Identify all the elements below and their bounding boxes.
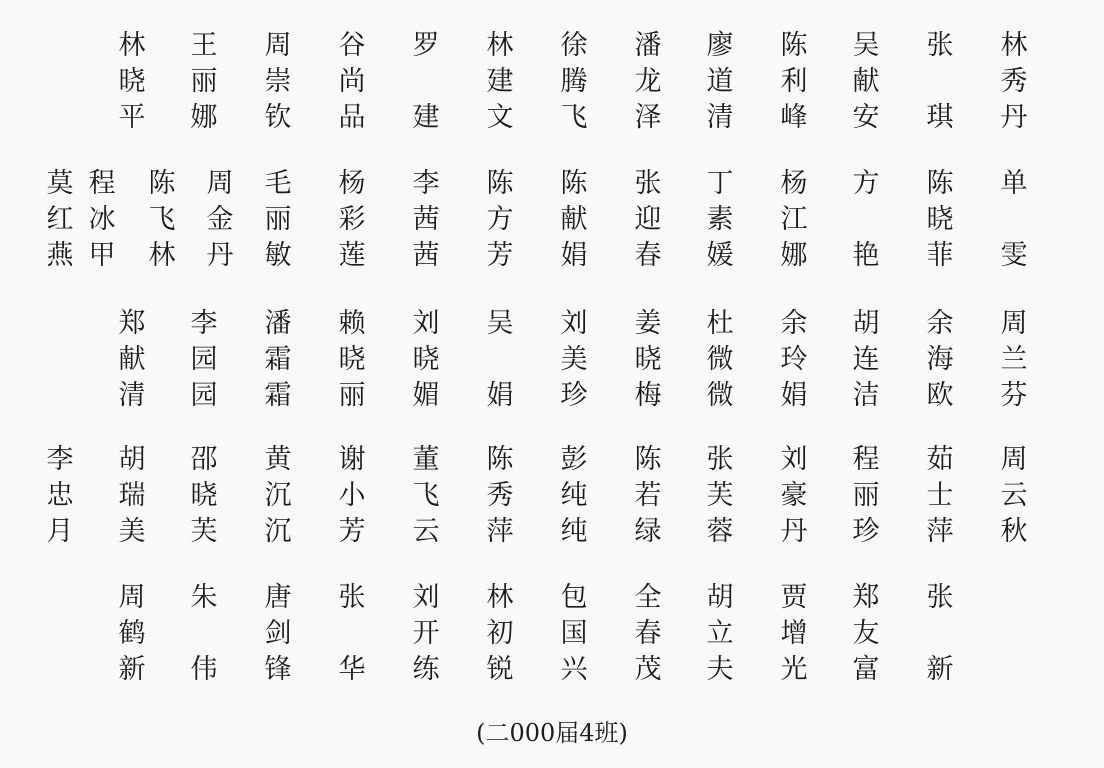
name-char: 芳 — [338, 516, 366, 547]
name-entry — [920, 30, 960, 140]
name-entry — [920, 444, 960, 554]
name-entry — [112, 582, 152, 692]
name-char: 莫 — [46, 168, 74, 199]
name-char: 萍 — [486, 516, 514, 547]
name-char: 金 — [206, 204, 234, 235]
name-char: 娟 — [486, 380, 514, 411]
name-entry — [628, 582, 668, 692]
name-char: 晓 — [634, 344, 662, 375]
name-char: 文 — [486, 102, 514, 133]
name-char: 崇 — [264, 66, 292, 97]
name-char: 微 — [706, 344, 734, 375]
name-char: 秀 — [486, 480, 514, 511]
name-entry — [554, 30, 594, 140]
name-entry — [112, 308, 152, 418]
name-char: 晓 — [118, 66, 146, 97]
name-char: 方 — [486, 204, 514, 235]
name-char: 林 — [486, 582, 514, 613]
name-entry — [40, 444, 80, 554]
name-entry — [258, 308, 298, 418]
name-char: 娟 — [560, 240, 588, 271]
name-char: 周 — [118, 582, 146, 613]
name-entry — [994, 30, 1034, 140]
name-entry — [774, 308, 814, 418]
name-char: 新 — [926, 654, 954, 685]
name-char: 胡 — [852, 308, 880, 339]
name-char: 珍 — [560, 380, 588, 411]
name-char: 包 — [560, 582, 588, 613]
name-char: 泽 — [634, 102, 662, 133]
name-char: 廖 — [706, 30, 734, 61]
name-char — [920, 618, 960, 650]
name-char: 李 — [190, 308, 218, 339]
name-entry — [920, 308, 960, 418]
name-entry — [700, 444, 740, 554]
name-char: 程 — [852, 444, 880, 475]
name-entry — [628, 30, 668, 140]
name-char: 龙 — [634, 66, 662, 97]
name-entry — [994, 168, 1034, 278]
name-char: 霜 — [264, 344, 292, 375]
name-char: 海 — [926, 344, 954, 375]
name-char: 飞 — [148, 204, 176, 235]
name-char: 方 — [852, 168, 880, 199]
name-entry — [554, 444, 594, 554]
name-char: 春 — [634, 240, 662, 271]
name-char: 园 — [190, 380, 218, 411]
name-char: 张 — [634, 168, 662, 199]
name-char: 美 — [560, 344, 588, 375]
name-char: 清 — [706, 102, 734, 133]
name-char: 云 — [1000, 480, 1028, 511]
name-entry — [554, 308, 594, 418]
name-char: 刘 — [560, 308, 588, 339]
name-char: 徐 — [560, 30, 588, 61]
name-char: 彭 — [560, 444, 588, 475]
name-char: 欧 — [926, 380, 954, 411]
name-char: 建 — [486, 66, 514, 97]
name-char: 增 — [780, 618, 808, 649]
name-char: 丁 — [706, 168, 734, 199]
name-entry — [184, 582, 224, 692]
name-entry — [700, 582, 740, 692]
name-char: 丹 — [206, 240, 234, 271]
name-char: 周 — [206, 168, 234, 199]
name-char: 兴 — [560, 654, 588, 685]
name-char: 芳 — [486, 240, 514, 271]
name-entry — [628, 444, 668, 554]
name-char: 利 — [780, 66, 808, 97]
name-char — [994, 204, 1034, 236]
name-entry — [332, 168, 372, 278]
name-entry — [846, 582, 886, 692]
name-char: 尚 — [338, 66, 366, 97]
name-char: 沉 — [264, 480, 292, 511]
name-char: 士 — [926, 480, 954, 511]
name-char: 国 — [560, 618, 588, 649]
name-char: 迎 — [634, 204, 662, 235]
name-char: 胡 — [706, 582, 734, 613]
name-char: 峰 — [780, 102, 808, 133]
name-entry — [332, 444, 372, 554]
name-char: 艳 — [852, 240, 880, 271]
name-char: 晓 — [926, 204, 954, 235]
name-char: 腾 — [560, 66, 588, 97]
name-char: 飞 — [412, 480, 440, 511]
name-entry — [406, 582, 446, 692]
name-char: 陈 — [634, 444, 662, 475]
name-entry — [480, 168, 520, 278]
name-char: 富 — [852, 654, 880, 685]
name-char: 陈 — [926, 168, 954, 199]
name-entry — [40, 168, 80, 278]
name-entry — [406, 168, 446, 278]
name-entry — [554, 582, 594, 692]
name-char: 园 — [190, 344, 218, 375]
name-char: 王 — [190, 30, 218, 61]
name-char: 萍 — [926, 516, 954, 547]
name-char: 连 — [852, 344, 880, 375]
name-char: 丹 — [1000, 102, 1028, 133]
name-char: 红 — [46, 204, 74, 235]
name-entry — [994, 444, 1034, 554]
name-char: 蓉 — [706, 516, 734, 547]
name-char: 月 — [46, 516, 74, 547]
name-entry — [112, 30, 152, 140]
name-char: 胡 — [118, 444, 146, 475]
name-char: 甲 — [88, 240, 116, 271]
name-char: 媛 — [706, 240, 734, 271]
name-char: 单 — [1000, 168, 1028, 199]
name-char: 梅 — [634, 380, 662, 411]
name-char: 道 — [706, 66, 734, 97]
name-char: 李 — [412, 168, 440, 199]
name-entry — [142, 168, 182, 278]
name-entry — [112, 444, 152, 554]
name-char: 陈 — [486, 444, 514, 475]
name-entry — [480, 308, 520, 418]
name-char: 娟 — [780, 380, 808, 411]
name-char: 陈 — [148, 168, 176, 199]
name-char: 瑞 — [118, 480, 146, 511]
name-char: 陈 — [560, 168, 588, 199]
name-entry — [774, 582, 814, 692]
name-char — [846, 204, 886, 236]
name-char: 谷 — [338, 30, 366, 61]
name-char: 豪 — [780, 480, 808, 511]
name-char: 锐 — [486, 654, 514, 685]
name-char: 莲 — [338, 240, 366, 271]
name-char: 潘 — [264, 308, 292, 339]
name-char: 彩 — [338, 204, 366, 235]
name-entry — [258, 444, 298, 554]
name-char: 黄 — [264, 444, 292, 475]
name-entry — [628, 168, 668, 278]
name-char: 郑 — [852, 582, 880, 613]
name-entry — [846, 444, 886, 554]
name-char: 立 — [706, 618, 734, 649]
name-char: 茜 — [412, 240, 440, 271]
name-char: 娜 — [190, 102, 218, 133]
name-char: 茂 — [634, 654, 662, 685]
name-char: 林 — [148, 240, 176, 271]
name-char: 朱 — [190, 582, 218, 613]
name-char: 开 — [412, 618, 440, 649]
name-entry — [774, 444, 814, 554]
name-char: 陈 — [486, 168, 514, 199]
name-char: 雯 — [1000, 240, 1028, 271]
name-char: 唐 — [264, 582, 292, 613]
name-entry — [554, 168, 594, 278]
name-char: 冰 — [88, 204, 116, 235]
name-char: 刘 — [780, 444, 808, 475]
name-char: 全 — [634, 582, 662, 613]
name-char: 丹 — [780, 516, 808, 547]
name-entry — [774, 30, 814, 140]
name-entry — [332, 308, 372, 418]
name-char: 琪 — [926, 102, 954, 133]
name-entry — [846, 30, 886, 140]
name-char: 茹 — [926, 444, 954, 475]
name-char: 素 — [706, 204, 734, 235]
name-char: 杜 — [706, 308, 734, 339]
name-char — [920, 66, 960, 98]
name-char: 秀 — [1000, 66, 1028, 97]
name-char: 兰 — [1000, 344, 1028, 375]
name-char: 平 — [118, 102, 146, 133]
name-char: 张 — [706, 444, 734, 475]
name-char: 春 — [634, 618, 662, 649]
name-char: 建 — [412, 102, 440, 133]
name-char: 纯 — [560, 516, 588, 547]
name-entry — [258, 30, 298, 140]
name-entry — [774, 168, 814, 278]
name-char: 茜 — [412, 204, 440, 235]
name-char: 玲 — [780, 344, 808, 375]
name-char: 丽 — [190, 66, 218, 97]
name-char: 钦 — [264, 102, 292, 133]
name-char: 美 — [118, 516, 146, 547]
name-entry — [700, 30, 740, 140]
name-entry — [994, 308, 1034, 418]
name-entry — [700, 308, 740, 418]
name-char: 伟 — [190, 654, 218, 685]
name-char: 芙 — [190, 516, 218, 547]
name-char: 张 — [926, 582, 954, 613]
name-char: 陈 — [780, 30, 808, 61]
name-char: 周 — [264, 30, 292, 61]
name-char: 安 — [852, 102, 880, 133]
name-entry — [82, 168, 122, 278]
name-entry — [480, 582, 520, 692]
name-entry — [332, 30, 372, 140]
name-char: 周 — [1000, 308, 1028, 339]
name-char: 刘 — [412, 582, 440, 613]
name-char: 清 — [118, 380, 146, 411]
name-char: 吴 — [852, 30, 880, 61]
name-char: 郑 — [118, 308, 146, 339]
name-char: 燕 — [46, 240, 74, 271]
name-char: 芙 — [706, 480, 734, 511]
name-char: 芬 — [1000, 380, 1028, 411]
name-entry — [184, 444, 224, 554]
name-entry — [406, 30, 446, 140]
name-char: 丽 — [852, 480, 880, 511]
name-char: 晓 — [338, 344, 366, 375]
name-entry — [846, 168, 886, 278]
name-char — [332, 618, 372, 650]
name-entry — [184, 30, 224, 140]
name-entry — [846, 308, 886, 418]
name-char: 小 — [338, 480, 366, 511]
name-char: 夫 — [706, 654, 734, 685]
name-char: 杨 — [780, 168, 808, 199]
name-char: 微 — [706, 380, 734, 411]
name-char: 余 — [780, 308, 808, 339]
name-entry — [480, 444, 520, 554]
name-char: 友 — [852, 618, 880, 649]
name-char: 秋 — [1000, 516, 1028, 547]
name-char: 若 — [634, 480, 662, 511]
name-char: 李 — [46, 444, 74, 475]
name-char: 余 — [926, 308, 954, 339]
name-char: 献 — [118, 344, 146, 375]
name-char: 华 — [338, 654, 366, 685]
name-char: 邵 — [190, 444, 218, 475]
name-char: 罗 — [412, 30, 440, 61]
name-char: 绿 — [634, 516, 662, 547]
name-char: 纯 — [560, 480, 588, 511]
name-char: 菲 — [926, 240, 954, 271]
name-char: 沉 — [264, 516, 292, 547]
name-char: 毛 — [264, 168, 292, 199]
name-char: 谢 — [338, 444, 366, 475]
name-char: 董 — [412, 444, 440, 475]
name-char: 剑 — [264, 618, 292, 649]
name-entry — [920, 168, 960, 278]
name-char: 珍 — [852, 516, 880, 547]
name-char: 新 — [118, 654, 146, 685]
name-entry — [700, 168, 740, 278]
class-caption: (二000届4班) — [476, 719, 628, 747]
name-char: 飞 — [560, 102, 588, 133]
name-char: 初 — [486, 618, 514, 649]
name-char: 赖 — [338, 308, 366, 339]
name-char: 丽 — [338, 380, 366, 411]
name-char: 吴 — [486, 308, 514, 339]
name-char: 媚 — [412, 380, 440, 411]
name-char: 锋 — [264, 654, 292, 685]
name-char: 林 — [486, 30, 514, 61]
name-char — [406, 66, 446, 98]
name-char: 霜 — [264, 380, 292, 411]
name-char: 刘 — [412, 308, 440, 339]
name-char: 晓 — [412, 344, 440, 375]
name-entry — [628, 308, 668, 418]
name-char: 丽 — [264, 204, 292, 235]
name-entry — [258, 168, 298, 278]
name-char: 献 — [852, 66, 880, 97]
name-char: 敏 — [264, 240, 292, 271]
name-entry — [920, 582, 960, 692]
name-entry — [332, 582, 372, 692]
name-entry — [480, 30, 520, 140]
name-char: 江 — [780, 204, 808, 235]
name-char: 洁 — [852, 380, 880, 411]
name-char: 练 — [412, 654, 440, 685]
name-char: 杨 — [338, 168, 366, 199]
name-char: 献 — [560, 204, 588, 235]
name-char: 晓 — [190, 480, 218, 511]
name-char: 鹤 — [118, 618, 146, 649]
name-entry — [200, 168, 240, 278]
name-char: 云 — [412, 516, 440, 547]
name-char: 娜 — [780, 240, 808, 271]
name-char: 姜 — [634, 308, 662, 339]
name-entry — [184, 308, 224, 418]
name-char: 林 — [118, 30, 146, 61]
name-char: 潘 — [634, 30, 662, 61]
name-char: 周 — [1000, 444, 1028, 475]
name-char: 程 — [88, 168, 116, 199]
name-char — [184, 618, 224, 650]
name-char — [480, 344, 520, 376]
name-entry — [258, 582, 298, 692]
name-char: 张 — [338, 582, 366, 613]
name-char: 贾 — [780, 582, 808, 613]
name-char: 光 — [780, 654, 808, 685]
name-entry — [406, 308, 446, 418]
name-char: 林 — [1000, 30, 1028, 61]
name-char: 品 — [338, 102, 366, 133]
name-entry — [406, 444, 446, 554]
name-char: 张 — [926, 30, 954, 61]
name-char: 忠 — [46, 480, 74, 511]
